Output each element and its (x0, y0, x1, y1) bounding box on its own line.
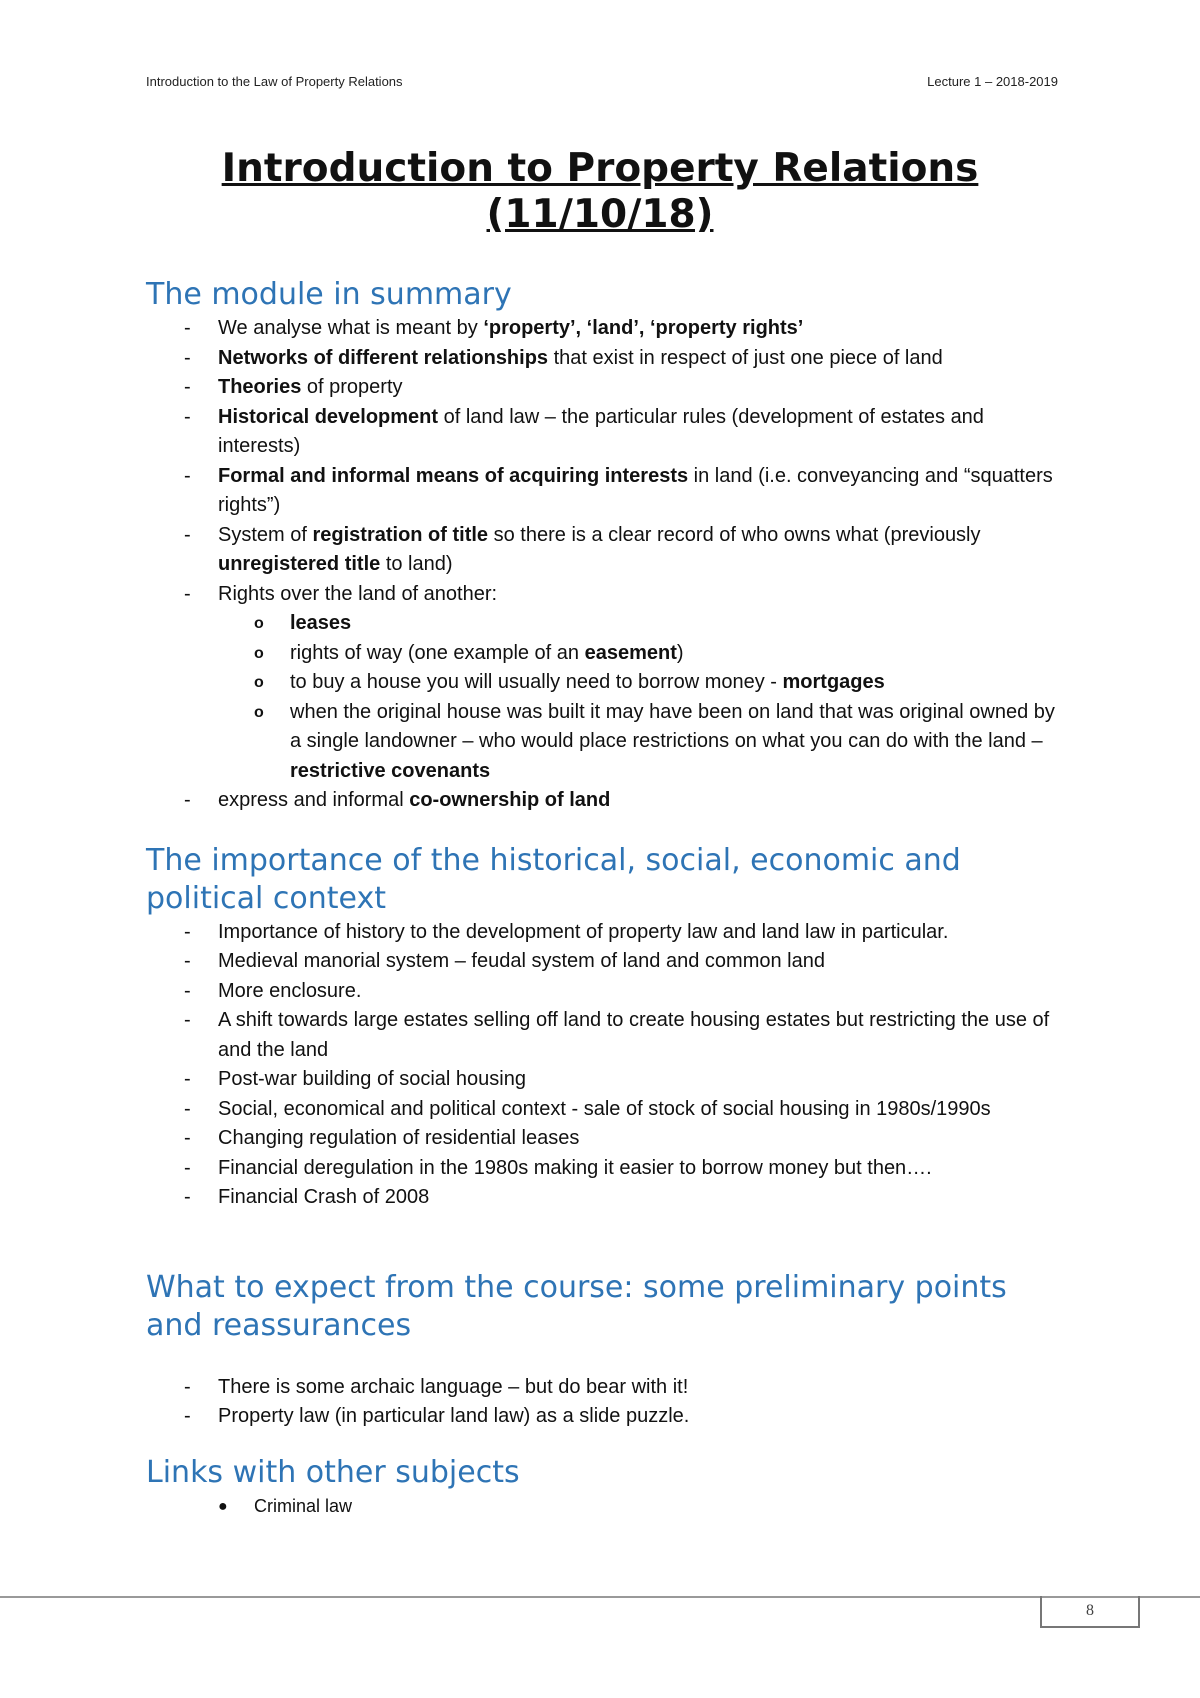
text: We analyse what is meant by (218, 317, 484, 339)
text: rights of way (one example of an (290, 641, 585, 664)
dash-bullet-icon: - (184, 405, 191, 428)
text: of land law – the particular rules (development of estates and interests) (218, 405, 984, 457)
page-header (146, 74, 1058, 89)
text: to buy a house you will usually need to borrow money - (290, 671, 783, 693)
list-item (146, 1065, 1058, 1095)
circle-bullet-icon: o (254, 674, 264, 691)
circle-bullet-icon: o (254, 703, 264, 721)
links-list (146, 1492, 1058, 1522)
dash-bullet-icon: - (184, 1186, 191, 1208)
list-item-text: More enclosure. (218, 979, 362, 1002)
dash-bullet-icon: - (184, 1009, 191, 1031)
list-item-text: Post-war building of social housing (218, 1068, 526, 1090)
dash-bullet-icon: - (184, 523, 191, 546)
dash-bullet-icon: - (184, 1405, 191, 1427)
text: Rights over the land of another: (218, 582, 498, 605)
list-item (146, 403, 1058, 462)
list-item-text: Changing regulation of residential leases (218, 1127, 580, 1149)
section-heading-links: Links with other subjects (146, 1454, 520, 1490)
list-item (146, 344, 1058, 374)
list-item (146, 314, 1058, 344)
list-item (146, 373, 1058, 403)
bold-text: Networks of different relationships (218, 346, 549, 369)
list-item-text: Medieval manorial system – feudal system of land and common land (218, 950, 825, 972)
list-item-text: A shift towards large estates selling off land to create housing estates but restricting the use of and the land (218, 1009, 1050, 1061)
dash-bullet-icon: - (184, 1156, 191, 1179)
bold-text: registration of title (312, 523, 489, 546)
section-heading-module-summary: The module in summary (146, 277, 512, 312)
document-body (146, 276, 1058, 1521)
text: ) (676, 641, 684, 664)
section-heading-context: The importance of the historical, social, economic and political context (146, 842, 961, 916)
list-item (146, 918, 1058, 948)
module-summary-list (146, 314, 1058, 816)
dash-bullet-icon: - (184, 979, 191, 1002)
list-item (146, 947, 1058, 977)
bold-text: easement (584, 641, 677, 664)
text: express and informal (218, 789, 410, 811)
list-item-text: Financial deregulation in the 1980s making it easier to borrow money but then…. (218, 1156, 932, 1179)
list-item-text: Property law (in particular land law) as a slide puzzle. (218, 1405, 690, 1427)
list-item (146, 1006, 1058, 1065)
list-item (146, 977, 1058, 1007)
sub-list-item (146, 668, 1058, 698)
section-heading-expectations: What to expect from the course: some preliminary points and reassurances (146, 1269, 1007, 1343)
expectations-list (146, 1373, 1058, 1432)
text: so there is a clear record of who owns what (previously (488, 523, 981, 546)
sub-list-item (146, 639, 1058, 669)
list-item-text: Financial Crash of 2008 (218, 1186, 430, 1208)
bold-text: unregistered title (218, 553, 381, 575)
bold-text: co-ownership of land (409, 789, 611, 811)
page-number: 8 (1040, 1596, 1140, 1628)
list-item (146, 1492, 1058, 1522)
footer-divider (0, 1596, 1200, 1598)
list-item (146, 1373, 1058, 1403)
dash-bullet-icon: - (184, 1127, 191, 1149)
text: System of (218, 523, 313, 546)
list-item (146, 1402, 1058, 1432)
dash-bullet-icon: - (184, 1097, 191, 1120)
dash-bullet-icon: - (184, 950, 191, 972)
text: in land (i.e. conveyancing and “squatters rights”) (218, 464, 1053, 516)
list-item (146, 786, 1058, 816)
text: of property (301, 376, 403, 398)
list-item-text: There is some archaic language – but do bear with it! (218, 1375, 689, 1398)
bold-text: restrictive covenants (290, 759, 491, 782)
list-item (146, 462, 1058, 521)
list-item-text: Social, economical and political context - sale of stock of social housing in 1980s/1990s (218, 1097, 991, 1120)
bold-text: Theories (218, 376, 302, 398)
title-line-2: (11/10/18) (486, 192, 714, 237)
bold-text: Historical development (218, 405, 439, 428)
list-item (146, 1124, 1058, 1154)
list-item-text: Criminal law (254, 1495, 353, 1516)
document-title (0, 146, 1200, 238)
dash-bullet-icon: - (184, 789, 191, 811)
list-item (146, 1154, 1058, 1184)
circle-bullet-icon: o (254, 644, 264, 662)
text: when the original house was built it may have been on land that was original owned by a single landowner – who would place restrictions on what you can do with the land – (290, 700, 1055, 752)
dash-bullet-icon: - (184, 464, 191, 487)
list-item (146, 1095, 1058, 1125)
list-item (146, 521, 1058, 580)
text: to land) (380, 553, 453, 575)
header-course-title: Introduction to the Law of Property Relations (146, 74, 403, 89)
bold-text: mortgages (782, 671, 885, 693)
bold-text: leases (290, 612, 352, 634)
bold-text: ‘property’, ‘land’, ‘property rights’ (483, 317, 804, 339)
dash-bullet-icon: - (184, 317, 191, 339)
header-lecture-info: Lecture 1 – 2018-2019 (927, 74, 1058, 89)
dash-bullet-icon: - (184, 920, 191, 943)
dash-bullet-icon: - (184, 582, 191, 605)
dash-bullet-icon: - (184, 1375, 191, 1398)
dash-bullet-icon: - (184, 346, 191, 369)
context-list (146, 918, 1058, 1213)
list-item (146, 580, 1058, 610)
sub-list-item (146, 609, 1058, 639)
bold-text: Formal and informal means of acquiring interests (218, 464, 689, 487)
title-line-1: Introduction to Property Relations (221, 146, 979, 191)
sub-list-item (146, 698, 1058, 787)
circle-bullet-icon: o (254, 615, 264, 632)
list-item (146, 1183, 1058, 1213)
dot-bullet-icon: ● (218, 1497, 228, 1515)
dash-bullet-icon: - (184, 376, 191, 398)
list-item-text: Importance of history to the development of property law and land law in particular. (218, 920, 949, 943)
text: that exist in respect of just one piece of land (548, 346, 943, 369)
dash-bullet-icon: - (184, 1068, 191, 1090)
